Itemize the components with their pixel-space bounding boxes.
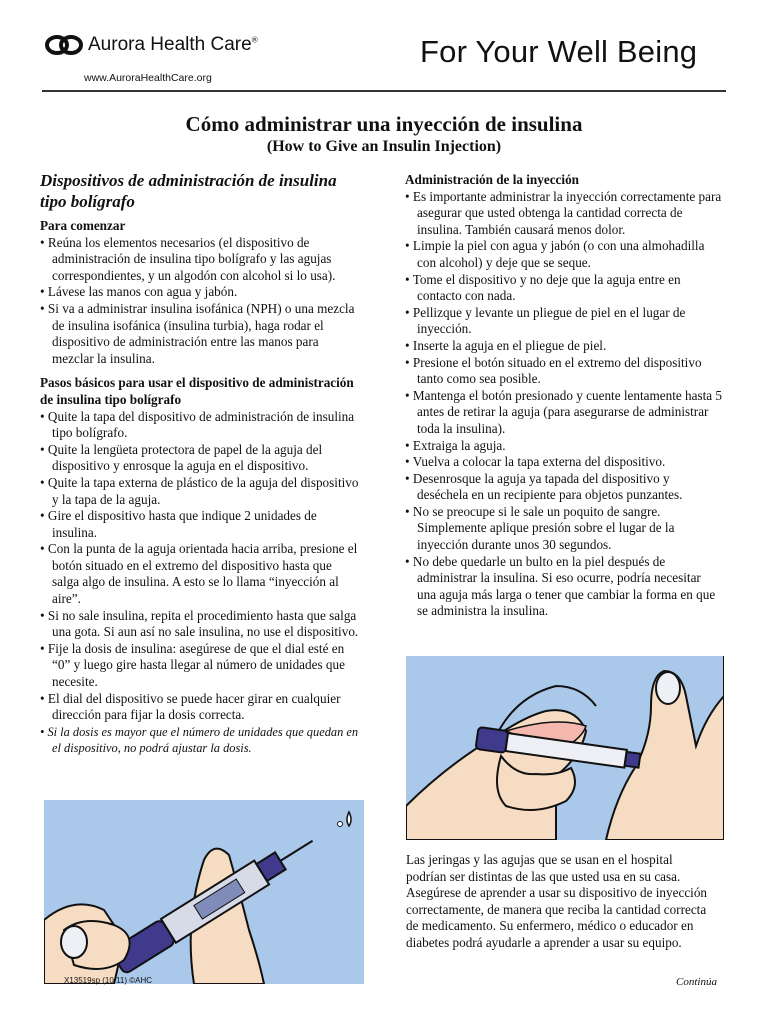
brand-name: Aurora Health Care® — [88, 34, 258, 55]
list-item: • Si va a administrar insulina isofánica (NPH) o una mezcla de insulina isofánica (insulina turbia), haga rodar el dispositivo de administración entre las manos para mezclar la insulina. — [40, 301, 360, 367]
injection-list — [405, 189, 723, 620]
list-item: • Limpie la piel con agua y jabón (o con una almohadilla con alcohol) y deje que se seque. — [405, 238, 723, 271]
list-item: • Mantenga el botón presionado y cuente lentamente hasta 5 antes de retirar la aguja (para asegurarse de administrar toda la insulina). — [405, 388, 723, 438]
injection-illustration — [406, 656, 724, 840]
list-item: • No se preocupe si le sale un poquito de sangre. Simplemente aplique presión sobre el lugar de la inyección durante unos 30 segundos. — [405, 504, 723, 554]
list-item: • Es importante administrar la inyección correctamente para asegurar que usted obtenga la cantidad correcta de insulina. También causará menos dolor. — [405, 189, 723, 239]
list-item: • Si no sale insulina, repita el procedimiento hasta que salga una gota. Si aun así no sale insulina, no use el dispositivo. — [40, 608, 360, 641]
list-item: • Pellizque y levante un pliegue de piel en el lugar de inyección. — [405, 305, 723, 338]
list-item: • Presione el botón situado en el extremo del dispositivo tanto como sea posible. — [405, 355, 723, 388]
steps-list — [40, 409, 360, 757]
left-column — [40, 170, 360, 765]
list-item: • Desenrosque la aguja ya tapada del dispositivo y deséchela en un recipiente para objetos punzantes. — [405, 471, 723, 504]
list-item: • Con la punta de la aguja orientada hacia arriba, presione el botón situado en el extremo del dispositivo hasta que salga algo de insulina. A esto se lo llama “inyección al aire”. — [40, 541, 360, 607]
website-url[interactable]: www.AuroraHealthCare.org — [84, 72, 212, 84]
document-code: X13519sp (10/11) ©AHC — [64, 976, 153, 985]
tagline: For Your Well Being — [420, 34, 698, 69]
dose-note: • Si la dosis es mayor que el número de unidades que quedan en el dispositivo, no podrá ajustar la dosis. — [40, 724, 360, 757]
list-item: • Extraiga la aguja. — [405, 438, 723, 455]
closing-paragraph: Las jeringas y las agujas que se usan en el hospital podrían ser distintas de las que usted usa en su casa. Asegúrese de aprender a usar su dispositivo de inyección correctamente, de manera que reciba la cantidad correcta de medicamento. Su enfermero, médico o educador en diabetes podrá ayudarle a aprender a usar su equipo. — [406, 852, 708, 950]
subheading-basic-steps: Pasos básicos para usar el dispositivo de administración de insulina tipo bolígrafo — [40, 375, 354, 407]
list-item: • Vuelva a colocar la tapa externa del dispositivo. — [405, 454, 723, 471]
page-subtitle: (How to Give an Insulin Injection) — [266, 138, 502, 155]
list-item: • Quite la tapa del dispositivo de administración de insulina tipo bolígrafo. — [40, 409, 360, 442]
aurora-logo — [44, 34, 258, 56]
pen-priming-illustration — [44, 800, 364, 984]
list-item: • Reúna los elementos necesarios (el dispositivo de administración de insulina tipo bolígrafo y las agujas correspondientes, y un algodón con alcohol si lo usa). — [40, 235, 360, 285]
list-item: • Quite la tapa externa de plástico de la aguja del dispositivo y la tapa de la aguja. — [40, 475, 360, 508]
right-column — [405, 172, 723, 628]
start-list — [40, 235, 360, 368]
list-item: • Tome el dispositivo y no deje que la aguja entre en contacto con nada. — [405, 272, 723, 305]
section-heading-devices: Dispositivos de administración de insulina tipo bolígrafo — [40, 171, 337, 211]
list-item: • Quite la lengüeta protectora de papel de la aguja del dispositivo y enrosque la aguja en el dispositivo. — [40, 442, 360, 475]
list-item: • No debe quedarle un bulto en la piel después de administrar la insulina. Si eso ocurre, podría necesitar una aguja más larga o tener que cambiar la forma en que se administra la insulina. — [405, 554, 723, 620]
list-item: • El dial del dispositivo se puede hacer girar en cualquier dirección para fijar la dosis correcta. — [40, 691, 360, 724]
page-title: Cómo administrar una inyección de insulina — [185, 112, 583, 136]
list-item: • Fije la dosis de insulina: asegúrese de que el dial esté en “0” y luego gire hasta llegar al número de unidades que necesite. — [40, 641, 360, 691]
continue-label: Continúa — [676, 976, 717, 988]
list-item: • Inserte la aguja en el pliegue de piel. — [405, 338, 723, 355]
list-item: • Gire el dispositivo hasta que indique 2 unidades de insulina. — [40, 508, 360, 541]
list-item: • Lávese las manos con agua y jabón. — [40, 284, 360, 301]
header-divider — [42, 90, 726, 92]
subheading-injection: Administración de la inyección — [405, 172, 580, 187]
subheading-start: Para comenzar — [40, 218, 126, 233]
aurora-logo-icon — [44, 34, 84, 56]
